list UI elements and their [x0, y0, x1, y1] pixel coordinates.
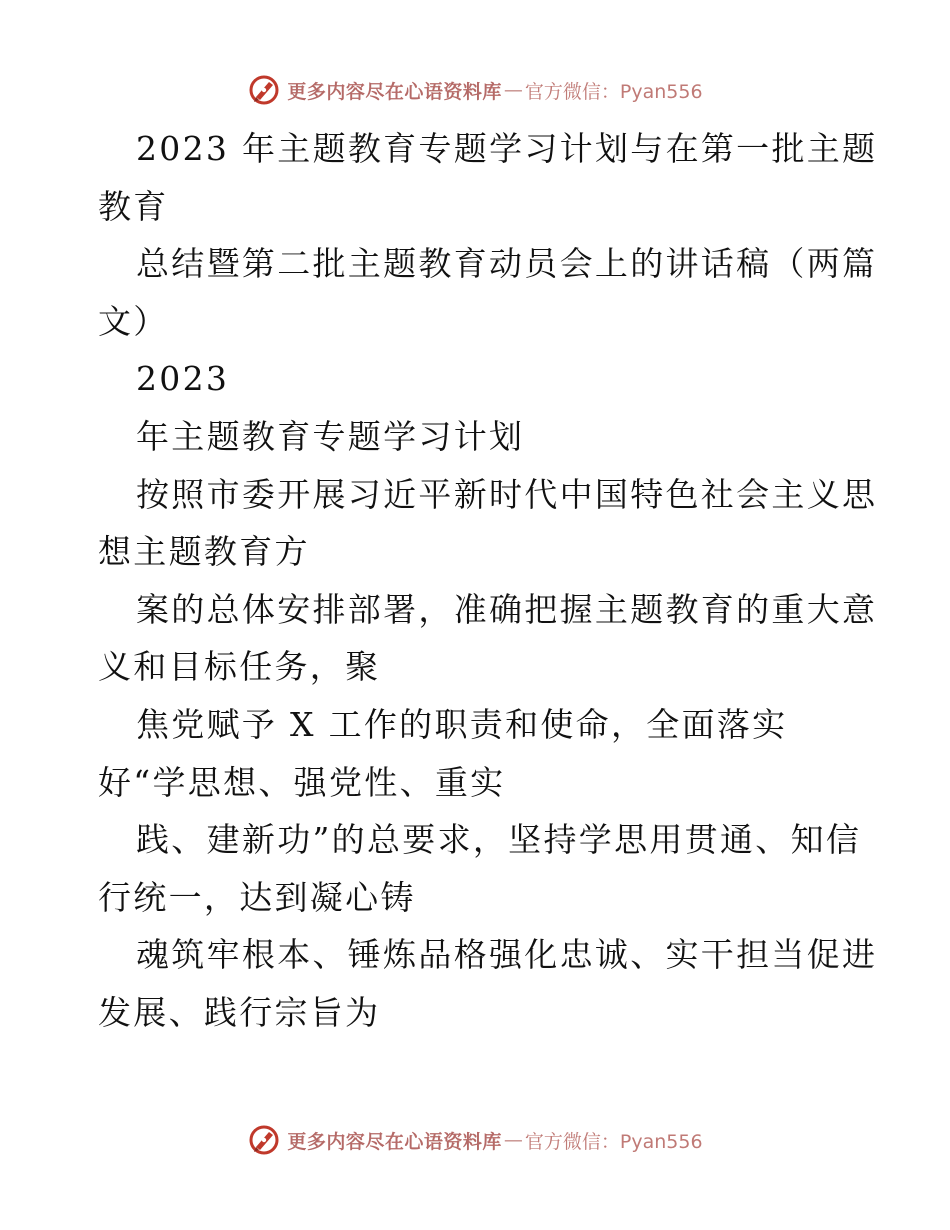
- document-line: 魂筑牢根本、锤炼品格强化忠诚、实干担当促进: [136, 935, 878, 975]
- document-line: 教育: [98, 186, 169, 226]
- document-line: 焦党赋予 X 工作的职责和使命，全面落实: [136, 704, 788, 744]
- footer-separator: —: [503, 1129, 523, 1151]
- pen-circle-logo-icon: [247, 73, 281, 107]
- header-banner: [0, 70, 950, 110]
- document-line: 总结暨第二批主题教育动员会上的讲话稿（两篇: [136, 244, 878, 284]
- document-line: 案的总体安排部署，准确把握主题教育的重大意: [136, 589, 878, 629]
- document-line: 践、建新功”的总要求，坚持学思用贯通、知信: [136, 820, 862, 860]
- document-line: 2023: [136, 359, 230, 399]
- document-line: 想主题教育方: [98, 532, 310, 572]
- document-line: 义和目标任务，聚: [98, 647, 381, 687]
- pen-circle-logo-icon: [247, 1123, 281, 1157]
- document-line: 行统一，达到凝心铸: [98, 877, 416, 917]
- footer-site-text: 更多内容尽在心语资料库: [287, 1130, 502, 1153]
- footer-banner: [0, 1120, 950, 1160]
- document-line: 2023 年主题教育专题学习计划与在第一批主题: [136, 129, 878, 168]
- document-line: 好“学思想、强党性、重实: [98, 762, 506, 802]
- header-site-text: 更多内容尽在心语资料库: [287, 80, 502, 103]
- document-body: [98, 120, 878, 1042]
- header-contact-text: 官方微信：Pyan556: [524, 80, 703, 103]
- document-line: 按照市委开展习近平新时代中国特色社会主义思: [136, 474, 878, 514]
- document-line: 文）: [98, 301, 169, 341]
- footer-contact-text: 官方微信：Pyan556: [524, 1130, 703, 1153]
- document-line: 年主题教育专题学习计划: [136, 416, 525, 456]
- header-banner-content: [247, 73, 702, 107]
- footer-banner-content: [247, 1123, 702, 1157]
- header-separator: —: [503, 79, 523, 101]
- document-line: 发展、践行宗旨为: [98, 992, 381, 1032]
